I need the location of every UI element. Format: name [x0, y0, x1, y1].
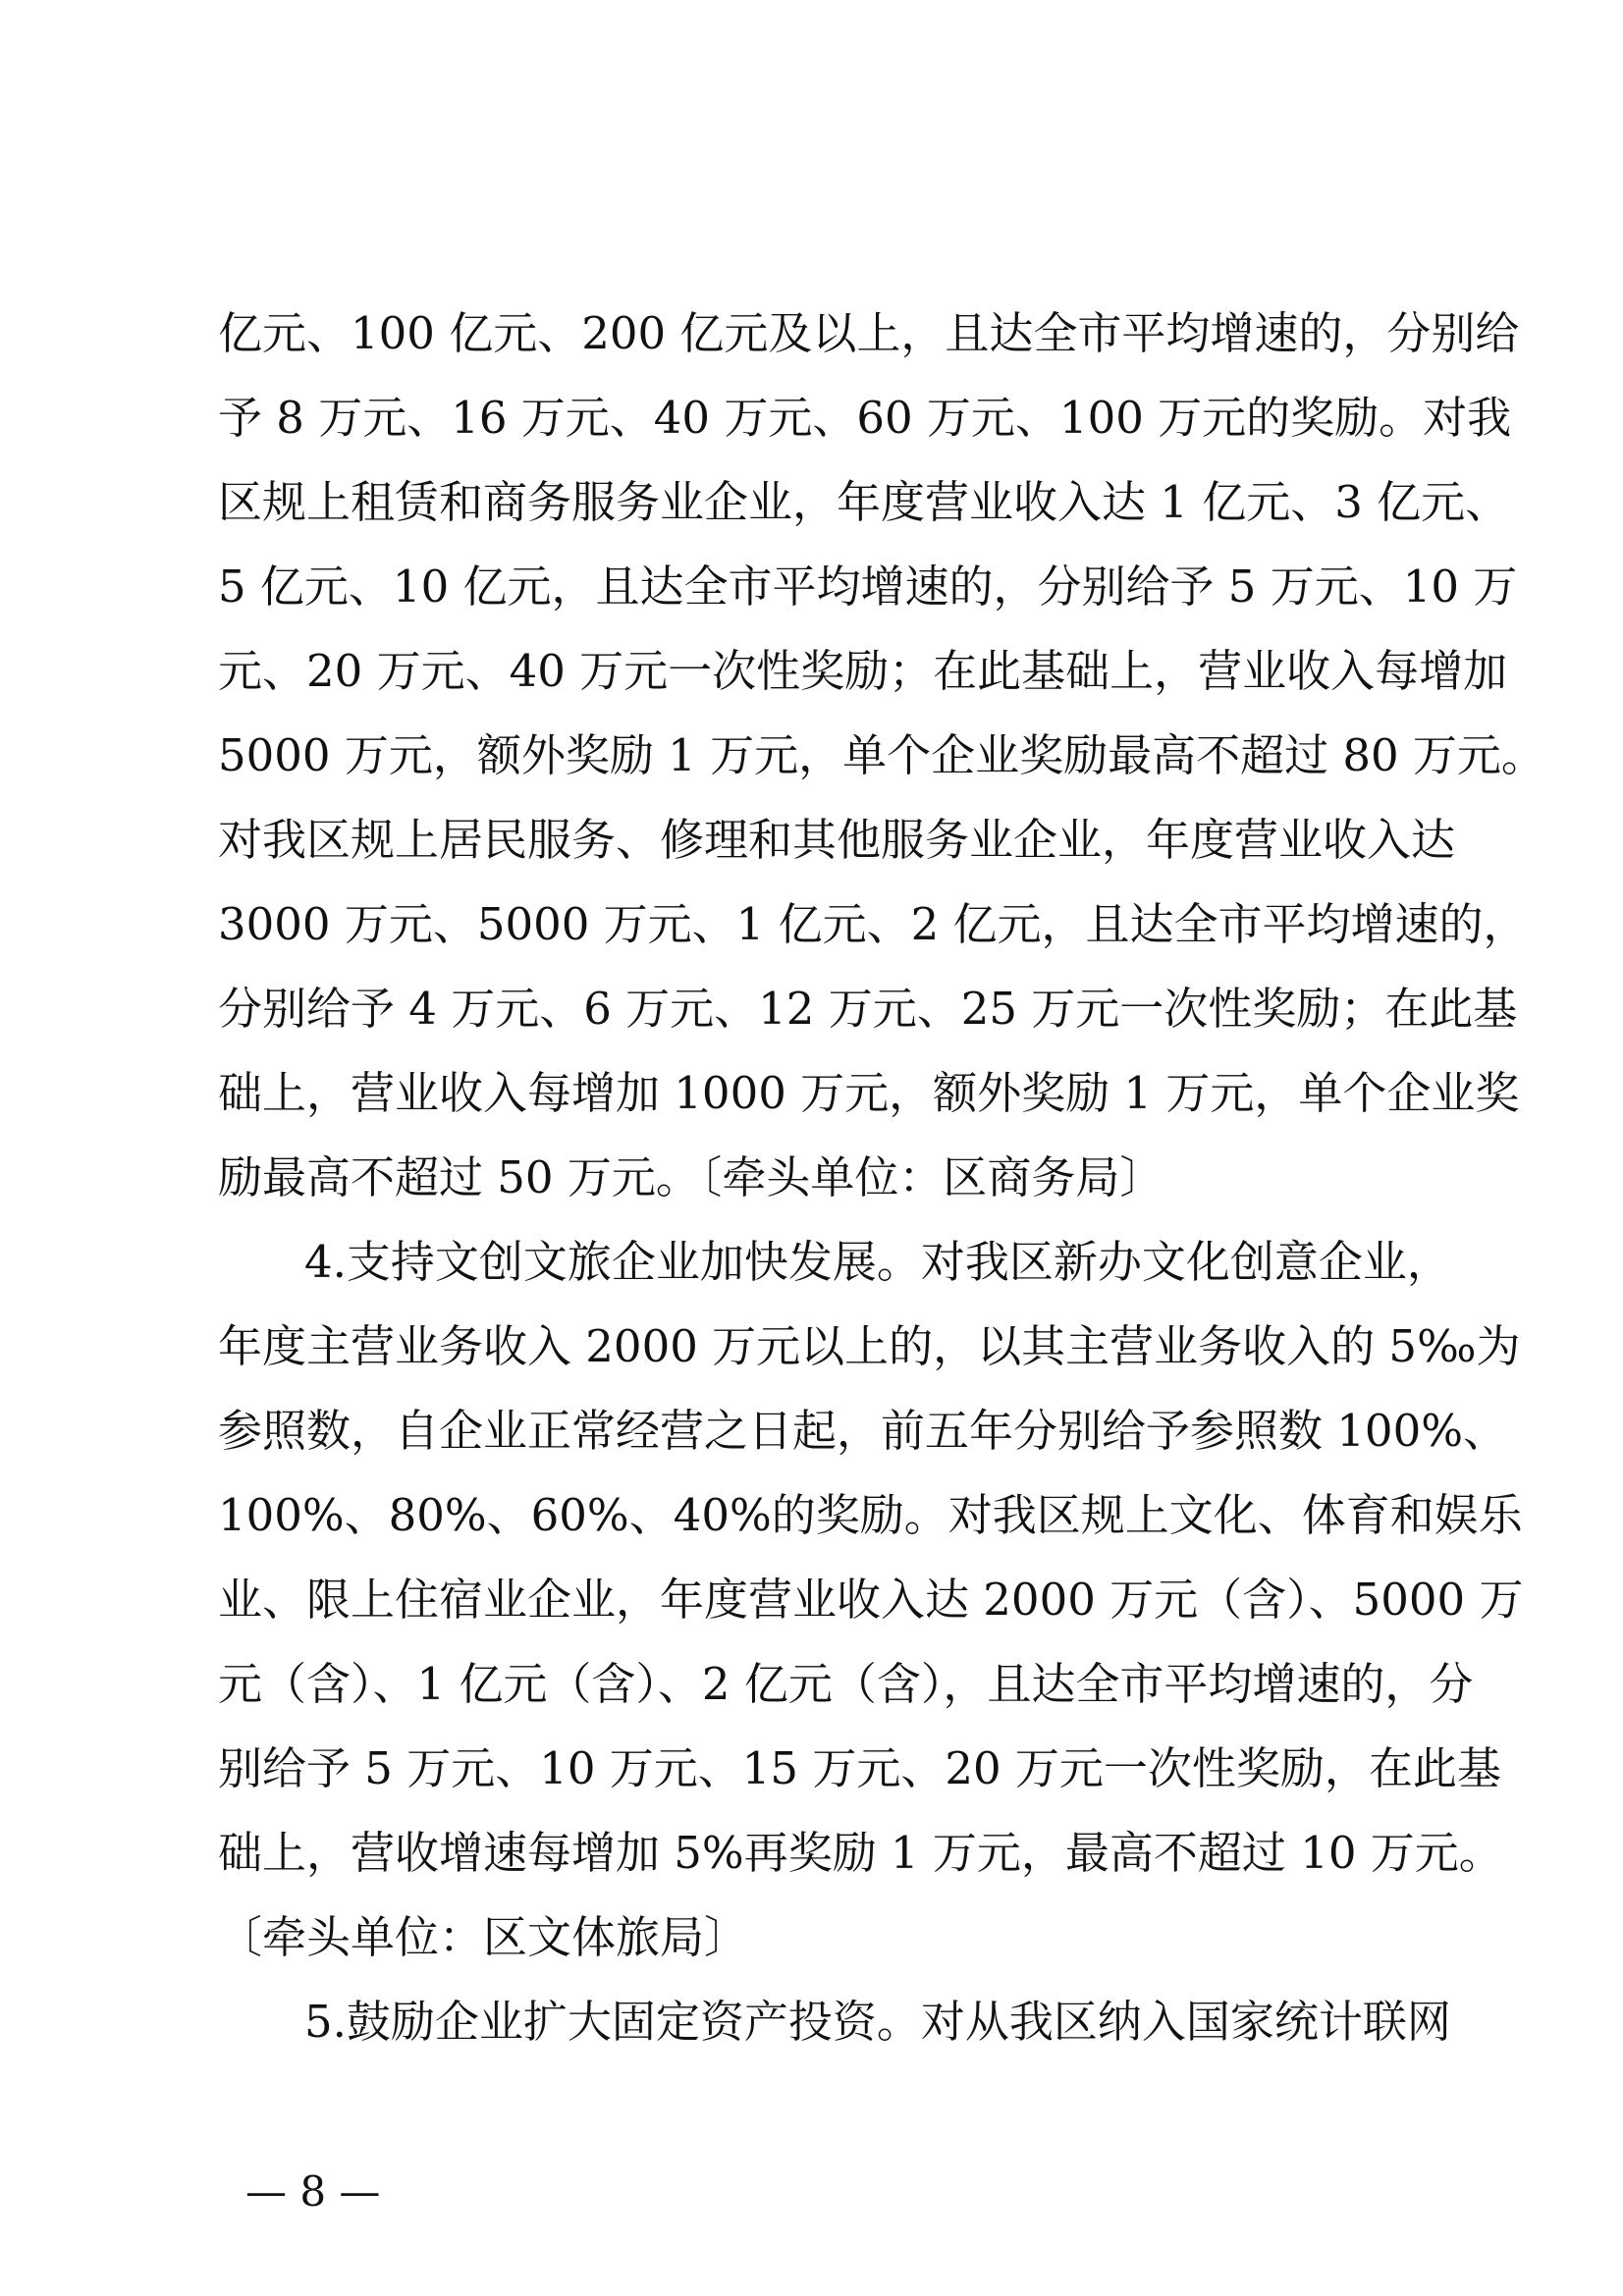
body-text-line: 元、20 万元、40 万元一次性奖励；在此基础上，营业收入每增加 — [218, 645, 1508, 697]
body-text-line: 参照数，自企业正常经营之日起，前五年分别给予参照数 100%、 — [218, 1405, 1507, 1457]
body-text-line: 础上，营收增速每增加 5%再奖励 1 万元，最高不超过 10 万元。 — [218, 1827, 1503, 1879]
body-text-line: 区规上租赁和商务服务业企业，年度营业收入达 1 亿元、3 亿元、 — [218, 476, 1510, 528]
body-text-line: 础上，营业收入每增加 1000 万元，额外奖励 1 万元，单个企业奖 — [218, 1067, 1520, 1119]
body-text-line: 业、限上住宿业企业，年度营业收入达 2000 万元（含）、5000 万 — [218, 1574, 1524, 1626]
body-text-line: 5000 万元，额外奖励 1 万元，单个企业奖励最高不超过 80 万元。 — [218, 729, 1545, 781]
body-text-line: 5 亿元、10 亿元，且达全市平均增速的，分别给予 5 万元、10 万 — [218, 561, 1518, 613]
body-text-line: 100%、80%、60%、40%的奖励。对我区规上文化、体育和娱乐 — [218, 1489, 1523, 1541]
section-heading-line: 4.支持文创文旅企业加快发展。对我区新办文化创意企业， — [304, 1236, 1451, 1288]
body-text-line: 亿元、100 亿元、200 亿元及以上，且达全市平均增速的，分别给 — [218, 307, 1520, 359]
body-text-line: 3000 万元、5000 万元、1 亿元、2 亿元，且达全市平均增速的， — [218, 898, 1528, 950]
body-text-line: 〔牵头单位：区文体旅局〕 — [218, 1911, 749, 1963]
body-text-line: 予 8 万元、16 万元、40 万元、60 万元、100 万元的奖励。对我 — [218, 392, 1512, 444]
body-text-line: 别给予 5 万元、10 万元、15 万元、20 万元一次性奖励，在此基 — [218, 1742, 1501, 1794]
body-text-line: 对我区规上居民服务、修理和其他服务业企业，年度营业收入达 — [218, 814, 1456, 866]
page-number: — 8 — — [245, 2167, 381, 2216]
body-text-line: 元（含）、1 亿元（含）、2 亿元（含），且达全市平均增速的，分 — [218, 1658, 1474, 1710]
body-text-line: 年度主营业务收入 2000 万元以上的，以其主营业务收入的 5‰为 — [218, 1320, 1521, 1372]
body-text-line: 励最高不超过 50 万元。〔牵头单位：区商务局〕 — [218, 1151, 1164, 1203]
section-heading-line: 5.鼓励企业扩大固定资产投资。对从我区纳入国家统计联网 — [304, 1996, 1451, 2048]
body-text-line: 分别给予 4 万元、6 万元、12 万元、25 万元一次性奖励；在此基 — [218, 983, 1518, 1035]
